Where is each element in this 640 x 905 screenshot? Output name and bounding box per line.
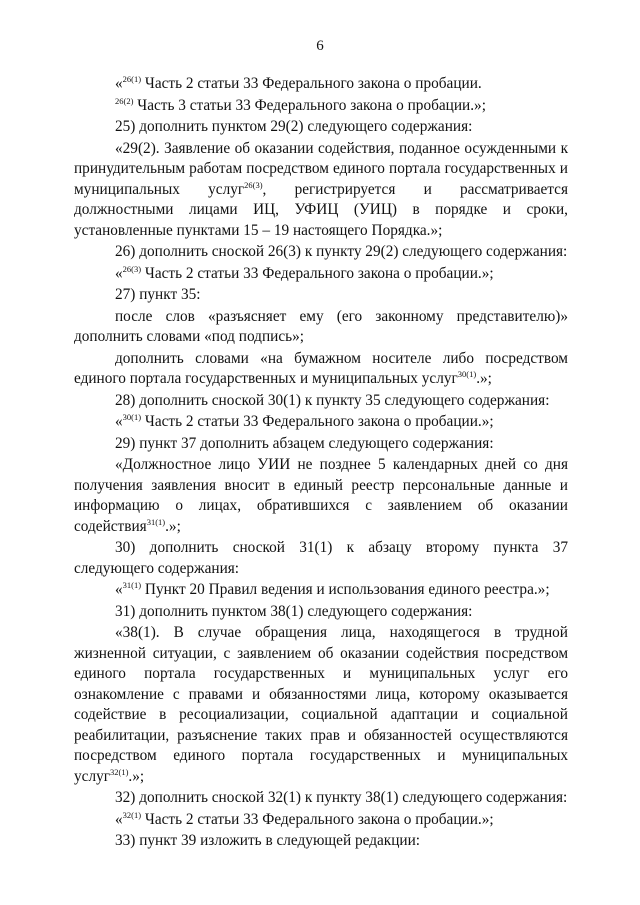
text-run: Пункт 20 Правил ведения и использования единого реестра.»; [141,581,550,598]
paragraph-p20 [74,831,568,852]
text-run: 31) дополнить пунктом 38(1) следующего содержания: [115,602,473,620]
text-run: « [115,264,123,282]
paragraph-p17 [74,623,568,787]
text-run: « [115,413,123,430]
paragraph-p4 [74,139,568,242]
text-run: Часть 2 статьи 33 Федерального закона о пробации. [141,75,482,92]
paragraph-p8 [74,307,568,348]
paragraph-p10 [74,391,568,412]
text-run: 26) дополнить сноской 26(3) к пункту 29(2) следующего содержания: [115,243,568,260]
text-run: « [115,581,123,598]
paragraph-p5 [74,242,568,263]
paragraph-p9 [74,349,568,390]
text-run: 33) пункт 39 изложить в следующей редакции: [115,832,421,849]
text-run: «38(1). В случае обращения лица, находящегося в трудной жизненной ситуации, с заявлением об оказании содействия посредством единого портала государственных и муниципальных услуг его ознакомление с правами и обязанностями лица, которому оказывается содействие в ресоциализации, социальной адаптации и социальной реабилитации, разъяснение таких прав и обязанностей осуществляются посредством единого портала государственных и муниципальных услуг [74,624,568,785]
text-run: 32) дополнить сноской 32(1) к пункту 38(1) следующего содержания: [115,789,568,806]
text-run: 25) дополнить пунктом 29(2) следующего содержания: [115,118,473,135]
text-run: Часть 2 статьи 33 Федерального закона о пробации.»; [141,413,494,430]
paragraph-p15 [74,580,568,601]
text-run: дополнить словами «на бумажном носителе либо посредством единого портала государственных и муниципальных услуг [74,349,568,387]
text-run: 29) пункт 37 дополнить абзацем следующего содержания: [115,434,494,452]
text-run: 28) дополнить сноской 30(1) к пункту 35 следующего содержания: [115,391,550,409]
text-run: «29(2). Заявление об оказании содействия, поданное осужденными к принудительным работам посредством единого портала государственных и муниципальных услуг [74,139,568,198]
footnote-reference: 26(3) [122,263,142,274]
paragraph-p11 [74,412,568,433]
paragraph-p19 [74,810,568,831]
text-run: после слов «разъясняет ему (его законному представителю)» дополнить словами «под подпись»; [74,307,568,345]
paragraph-p14 [74,538,568,579]
paragraph-p7 [74,285,568,306]
footnote-reference: 26(3) [244,179,263,190]
text-run: 27) пункт 35: [115,286,201,303]
text-run: «Должностное лицо УИИ не позднее 5 календарных дней со дня получения заявления вносит в единый реестр персональные данные и информацию о лицах, обратившихся с заявлением об оказании содействия [74,456,568,535]
document-body [74,74,568,852]
footnote-reference: 30(1) [122,412,142,422]
footnote-reference: 30(1) [457,369,477,379]
page-number: 6 [316,38,324,54]
text-run: 30) дополнить сноской 31(1) к абзацу второму пункта 37 следующего содержания: [74,539,568,577]
paragraph-p13 [74,455,568,537]
text-run: .»; [165,517,181,535]
footnote-reference: 26(2) [115,95,134,106]
footnote-reference: 32(1) [122,809,142,820]
footnote-reference: 32(1) [110,766,129,777]
paragraph-p12 [74,434,568,455]
footnote-reference: 31(1) [146,516,166,527]
paragraph-p1 [74,74,568,95]
paragraph-p18 [74,788,568,809]
text-run: .»; [128,767,145,785]
text-run: « [115,810,123,828]
text-run: « [115,75,123,92]
text-run: .»; [476,370,492,387]
text-run: Часть 3 статьи 33 Федерального закона о пробации.»; [133,96,486,114]
text-run: Часть 2 статьи 33 Федерального закона о пробации.»; [141,264,494,282]
footnote-reference: 31(1) [122,580,142,590]
footnote-reference: 26(1) [122,74,142,84]
paragraph-p3 [74,117,568,138]
text-run: , регистрируется и рассматривается должностными лицами ИЦ, УФИЦ (УИЦ) в порядке и сроки, установленные пунктами 15 – 19 настоящего Порядка.»; [74,180,568,239]
paragraph-p6 [74,264,568,285]
paragraph-p2 [74,96,568,117]
text-run: Часть 2 статьи 33 Федерального закона о пробации.»; [141,810,494,828]
paragraph-p16 [74,602,568,623]
